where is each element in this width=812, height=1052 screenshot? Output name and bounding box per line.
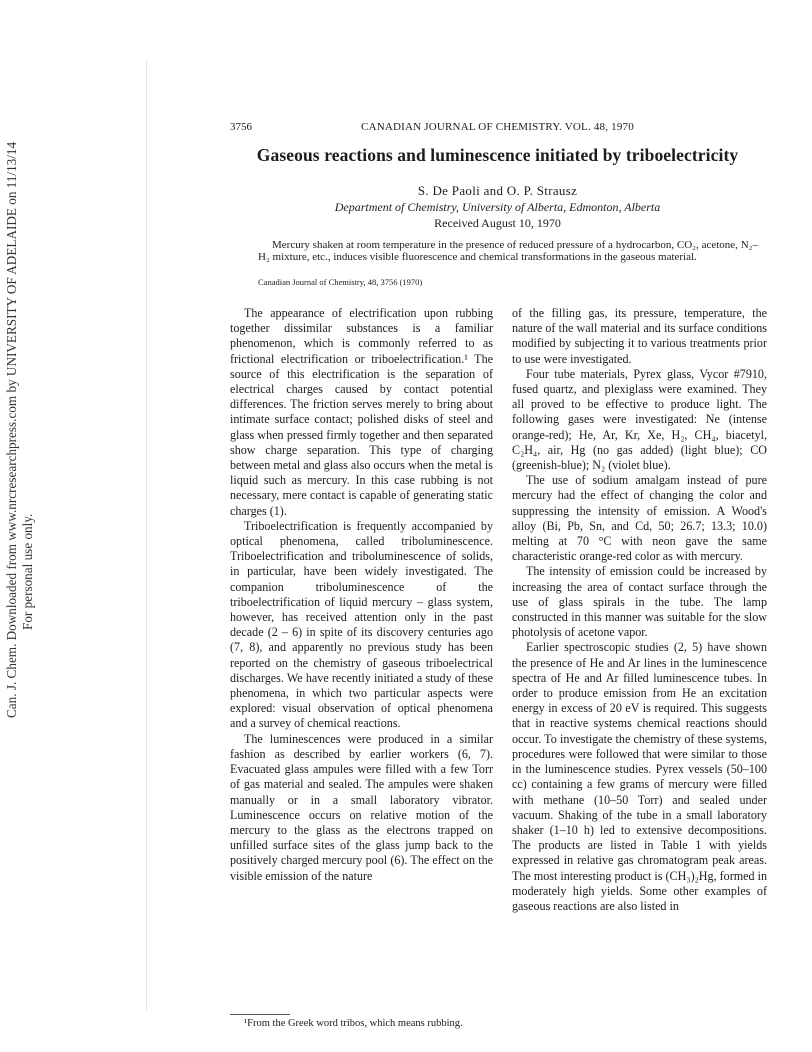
citation: Canadian Journal of Chemistry, 48, 3756 (1970) [258, 277, 423, 287]
affiliation: Department of Chemistry, University of Alberta, Edmonton, Alberta [334, 200, 661, 214]
paragraph: of the filling gas, its pressure, temperature, the nature of the wall material and its surface conditions modified by subjecting it to various treatments prior to use were investigated. [512, 306, 767, 366]
article-title: Gaseous reactions and luminescence initiated by triboelectricity [256, 145, 739, 165]
watermark-line-1: Can. J. Chem. Downloaded from www.nrcresearchpress.com by UNIVERSITY OF ADELAIDE on 11/13/14 [4, 141, 19, 718]
paragraph: The intensity of emission could be increased by increasing the area of contact surface through the use of glass spirals in the tube. The lamp constructed in this manner was suitable for the slow photolysis of acetone vapor. [512, 564, 767, 640]
footnote-rule [230, 1014, 290, 1015]
paragraph: The luminescences were produced in a similar fashion as described by earlier workers (6, 7). Evacuated glass ampules were filled with a few Torr of gas material and sealed. The ampules were shaken manually or in a small laboratory vibrator. Luminescence occurs on relative motion of the mercury to the glass as the electrons trapped on unfilled surface sites of the glass jump back to the positively charged mercury pool (6). The effect on the visible emission of the nature [230, 731, 493, 883]
paragraph: Earlier spectroscopic studies (2, 5) have shown the presence of He and Ar lines in the luminescence spectra of He and Ar filled luminescence tubes. In order to produce emission from He an excitation energy in excess of 20 eV is required. This suggests that in reactive systems chemical reactions should occur. To investigate the chemistry of these systems, procedures were followed that were similar to those in the luminescence studies. Pyrex vessels (50–100 cc) containing a few grams of mercury were filled with methane (10–50 Torr) and sealed under vacuum. Shaking of the tube in a small laboratory shaker (1–10 h) led to extensive decompositions. The products are listed in Table 1 with yields expressed in relative gas chromatogram peak areas. The most interesting product is (CH₃)₂Hg, formed in moderately high yields. Some other examples of gaseous reactions are also listed in [512, 640, 767, 913]
paragraph: The use of sodium amalgam instead of pure mercury had the effect of changing the color and suppressing the intensity of emission. A Wood's alloy (Bi, Pb, Sn, and Cd, 50; 26.7; 13.3; 10.0) melting at 70 °C with neon gave the same characteristic orange-red color as with mercury. [512, 473, 767, 564]
paragraph: Four tube materials, Pyrex glass, Vycor #7910, fused quartz, and plexiglass were examined. They all proved to be effective to produce light. The following gases were investigated: Ne (intense orange-red); He, Ar, Kr, Xe, H₂, CH₄, biacetyl, C₂H₄, air, Hg (no gas added) (light blue); CO (greenish-blue); N₂ (violet blue). [512, 366, 767, 473]
left-column [230, 306, 493, 884]
paragraph: The appearance of electrification upon rubbing together dissimilar substances is a familiar phenomenon, which is commonly referred to as frictional electrification or triboelectrification.¹ The source of this electrification is the separation of electrical charges caused by contact potential differences. The friction serves merely to bring about intimate surface contact; polished disks of steel and glass when pressed firmly together and then separated show charge separation. This type of charging between metal and glass also occurs when the metal is liquid such as mercury. In this case rubbing is not necessary, mere contact is capable of generating static charges (1). [230, 306, 493, 518]
footnote: ¹From the Greek word tribos, which means rubbing. [244, 1018, 463, 1029]
right-column [512, 306, 767, 914]
watermark-line-2: For personal use only. [20, 513, 35, 630]
abstract: Mercury shaken at room temperature in the presence of reduced pressure of a hydrocarbon, CO₂, acetone, N₂–H₂ mixture, etc., induces visible fluorescence and chemical transformations in the gaseous material. [258, 239, 758, 263]
running-head [230, 121, 765, 133]
page-number: 3756 [230, 121, 252, 133]
received-date: Received August 10, 1970 [434, 216, 561, 230]
download-watermark [0, 141, 40, 850]
paragraph: Triboelectrification is frequently accompanied by optical phenomena, called triboluminescence. Triboelectrification and triboluminescence of solids, in particular, have been widely investigated. The companion triboluminescence of the triboelectrification of liquid mercury – glass system, however, has received attention only in the past decade (2 – 6) in spite of its discovery centuries ago (7, 8), and apparently no previous study has been reported on the chemistry of gaseous triboelectrical discharges. We have recently initiated a study of these phenomena, in which two particular aspects were explored: visual observation of optical phenomena and a survey of chemical reactions. [230, 518, 493, 731]
journal-header: CANADIAN JOURNAL OF CHEMISTRY. VOL. 48, 1970 [361, 121, 634, 133]
authors: S. De Paoli and O. P. Strausz [417, 183, 578, 198]
margin-rule [146, 60, 147, 1010]
